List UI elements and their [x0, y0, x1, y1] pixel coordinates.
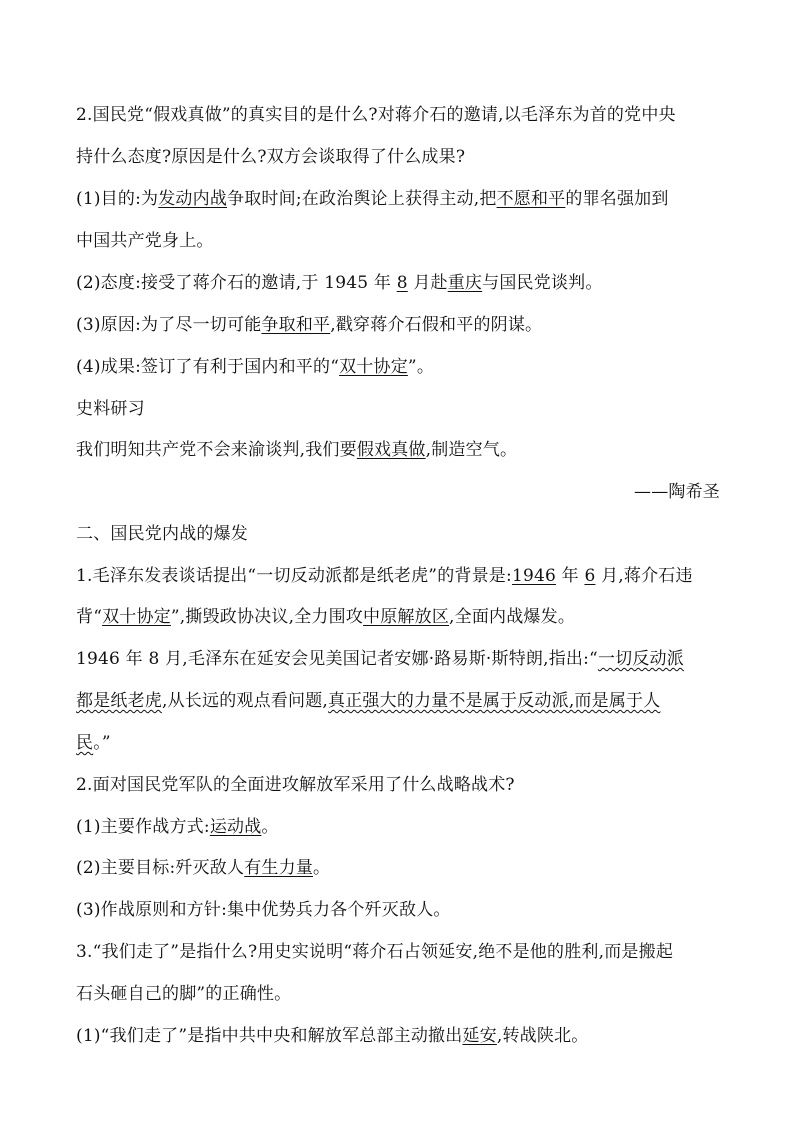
section-2-heading: 二、国民党内战的爆发 — [76, 524, 248, 544]
underlined-answer: 假戏真做 — [356, 440, 426, 460]
wavy-emphasis: 一切反动派 — [597, 649, 684, 669]
question-2-line-2: 持什么态度?原因是什么?双方会谈取得了什么成果? — [76, 147, 466, 167]
s2-question-1-line-2: 背“双十协定”,撕毁政协决议,全力围攻中原解放区,全面内战爆发。 — [76, 607, 576, 627]
underlined-answer: 双十协定 — [339, 357, 408, 377]
question-2-line-1: 2.国民党“假戏真做”的真实目的是什么?对蒋介石的邀请,以毛泽东为首的党中央 — [76, 105, 676, 125]
source-author: ——陶希圣 — [634, 482, 720, 502]
source-heading: 史料研习 — [76, 399, 145, 419]
underlined-answer: 双十协定 — [102, 607, 171, 627]
answer-attitude: (2)态度:接受了蒋介石的邀请,于 1945 年 8 月赴重庆与国民党谈判。 — [76, 273, 603, 293]
wavy-emphasis: 真正强大的力量不是属于反动派,而是属于人 — [328, 691, 661, 711]
underlined-answer: 1946 — [511, 566, 557, 586]
wavy-emphasis: 都是纸老虎 — [76, 691, 162, 711]
s2-question-1-line-1: 1.毛泽东发表谈话提出“一切反动派都是纸老虎”的背景是:1946 年 6 月,蒋介石违 — [76, 566, 693, 586]
wavy-emphasis: 民 — [76, 733, 94, 753]
underlined-answer: 争取和平 — [261, 315, 331, 335]
s2-question-1-line-3: 1946 年 8 月,毛泽东在延安会见美国记者安娜·路易斯·斯特朗,指出:“一切反动派 — [76, 649, 684, 669]
s2-question-1-line-4: 都是纸老虎,从长远的观点看问题,真正强大的力量不是属于反动派,而是属于人 — [76, 691, 661, 711]
underlined-answer: 有生力量 — [244, 858, 314, 878]
s2-answer-mode: (1)主要作战方式:运动战。 — [76, 817, 279, 837]
s2-question-3-line-2: 石头砸自己的脚”的正确性。 — [76, 984, 292, 1004]
s2-answer-withdraw: (1)“我们走了”是指中共中央和解放军总部主动撤出延安,转战陕北。 — [76, 1026, 589, 1046]
answer-purpose-line-1: (1)目的:为发动内战争取时间;在政治舆论上获得主动,把不愿和平的罪名强加到 — [76, 189, 669, 209]
s2-answer-principle: (3)作战原则和方针:集中优势兵力各个歼灭敌人。 — [76, 900, 451, 920]
underlined-answer: 6 — [584, 566, 596, 586]
answer-reason: (3)原因:为了尽一切可能争取和平,戳穿蒋介石假和平的阴谋。 — [76, 315, 543, 335]
underlined-answer: 8 — [396, 273, 408, 293]
underlined-answer: 中原解放区 — [363, 607, 450, 627]
underlined-answer: 重庆 — [447, 273, 483, 293]
underlined-answer: 延安 — [462, 1026, 497, 1046]
s2-question-3-line-1: 3.“我们走了”是指什么?用史实说明“蒋介石占领延安,绝不是他的胜利,而是搬起 — [76, 942, 674, 962]
underlined-answer: 不愿和平 — [496, 189, 566, 209]
answer-purpose-line-2: 中国共产党身上。 — [76, 231, 214, 251]
s2-question-2: 2.面对国民党军队的全面进攻解放军采用了什么战略战术? — [76, 775, 515, 795]
underlined-answer: 运动战 — [209, 817, 262, 837]
s2-question-1-line-5: 民。” — [76, 733, 111, 753]
s2-answer-target: (2)主要目标:歼灭敌人有生力量。 — [76, 858, 331, 878]
underlined-answer: 发动内战 — [158, 189, 228, 209]
source-quote: 我们明知共产党不会来渝谈判,我们要假戏真做,制造空气。 — [76, 440, 518, 460]
answer-result: (4)成果:签订了有利于国内和平的“双十协定”。 — [76, 357, 435, 377]
